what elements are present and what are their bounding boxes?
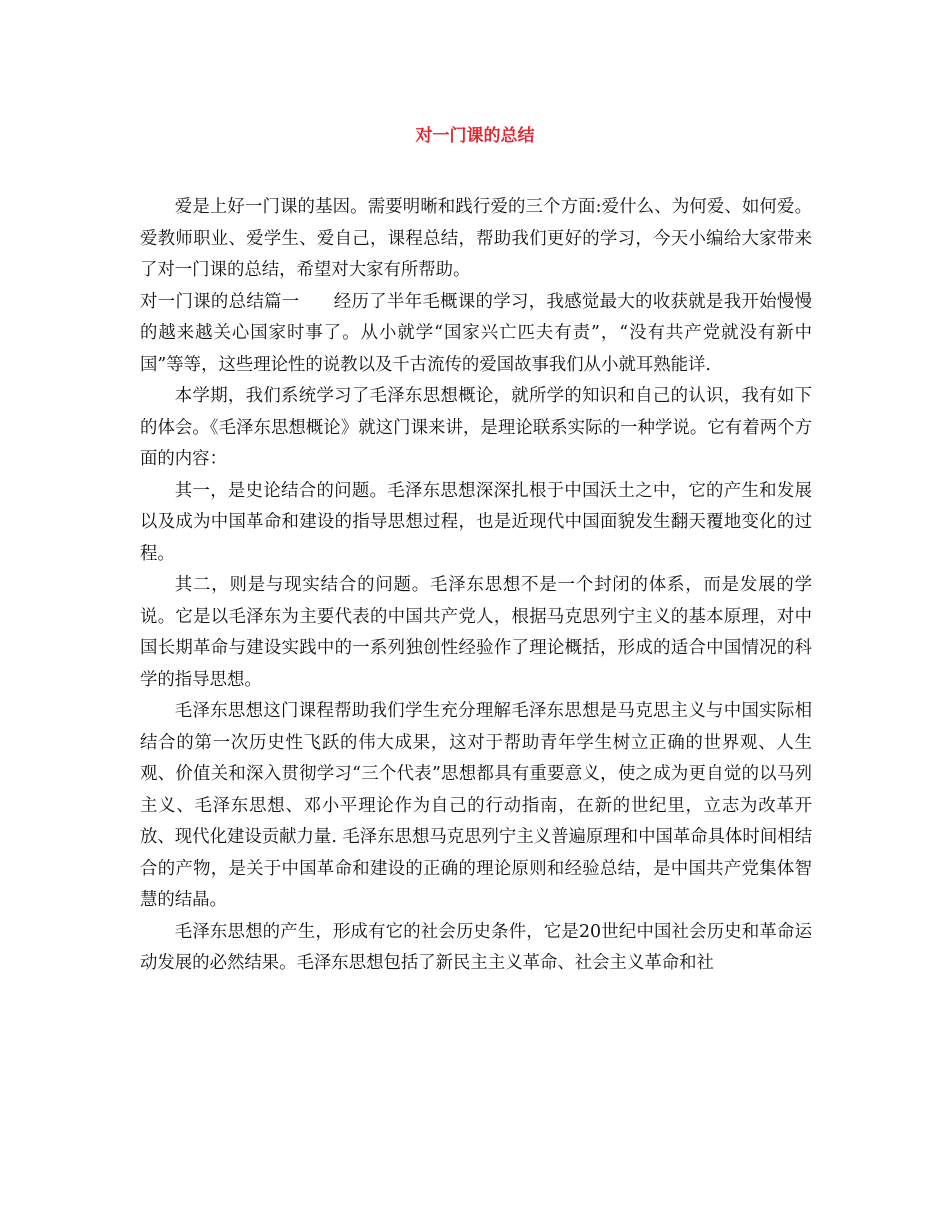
intro-paragraph: 爱是上好一门课的基因。需要明晰和践行爱的三个方面:爱什么、为何爱、如何爱。爱教师职业、爱学生、爱自己，课程总结，帮助我们更好的学习，今天小编给大家带来了对一门课的总结，希望对大家有所帮助。	[140, 197, 812, 280]
section-first-text: 经历了半年毛概课的学习，我感觉最大的收获就是我开始慢慢的越来越关心国家时事了。从小就学“国家兴亡匹夫有责”，“没有共产党就没有新中国”等等，这些理论性的说教以及千古流传的爱国故事我们从小就耳熟能详.	[140, 291, 812, 375]
document-body	[140, 192, 812, 980]
section-heading: 对一门课的总结篇一	[140, 291, 300, 312]
body-paragraph: 毛泽东思想的产生，形成有它的社会历史条件，它是20世纪中国社会历史和革命运动发展的必然结果。毛泽东思想包括了新民主主义革命、社会主义革命和社	[140, 921, 812, 973]
body-paragraph: 毛泽东思想这门课程帮助我们学生充分理解毛泽东思想是马克思主义与中国实际相结合的第一次历史性飞跃的伟大成果，这对于帮助青年学生树立正确的世界观、人生观、价值关和深入贯彻学习“三个代表”思想都具有重要意义，使之成为更自觉的以马列主义、毛泽东思想、邓小平理论作为自己的行动指南，在新的世纪里，立志为改革开放、现代化建设贡献力量. 毛泽东思想马克思列宁主义普遍原理和中国革命具体时间相结合的产物，是关于中国革命和建设的正确的理论原则和经验总结，是中国共产党集体智慧的结晶。	[140, 701, 812, 910]
section-first-paragraph	[140, 287, 812, 382]
body-paragraph: 其一，是史论结合的问题。毛泽东思想深深扎根于中国沃土之中，它的产生和发展以及成为中国革命和建设的指导思想过程，也是近现代中国面貌发生翻天覆地变化的过程。	[140, 480, 812, 564]
document-title: 对一门课的总结	[415, 126, 535, 146]
body-paragraph: 本学期，我们系统学习了毛泽东思想概论，就所学的知识和自己的认识，我有如下的体会。《毛泽东思想概论》就这门课来讲，是理论联系实际的一种学说。它有着两个方面的内容：	[140, 386, 812, 469]
body-paragraph: 其二，则是与现实结合的问题。毛泽东思想不是一个封闭的体系，而是发展的学说。它是以毛泽东为主要代表的中国共产党人，根据马克思列宁主义的基本原理，对中国长期革命与建设实践中的一系列独创性经验作了理论概括，形成的适合中国情况的科学的指导思想。	[140, 575, 812, 690]
